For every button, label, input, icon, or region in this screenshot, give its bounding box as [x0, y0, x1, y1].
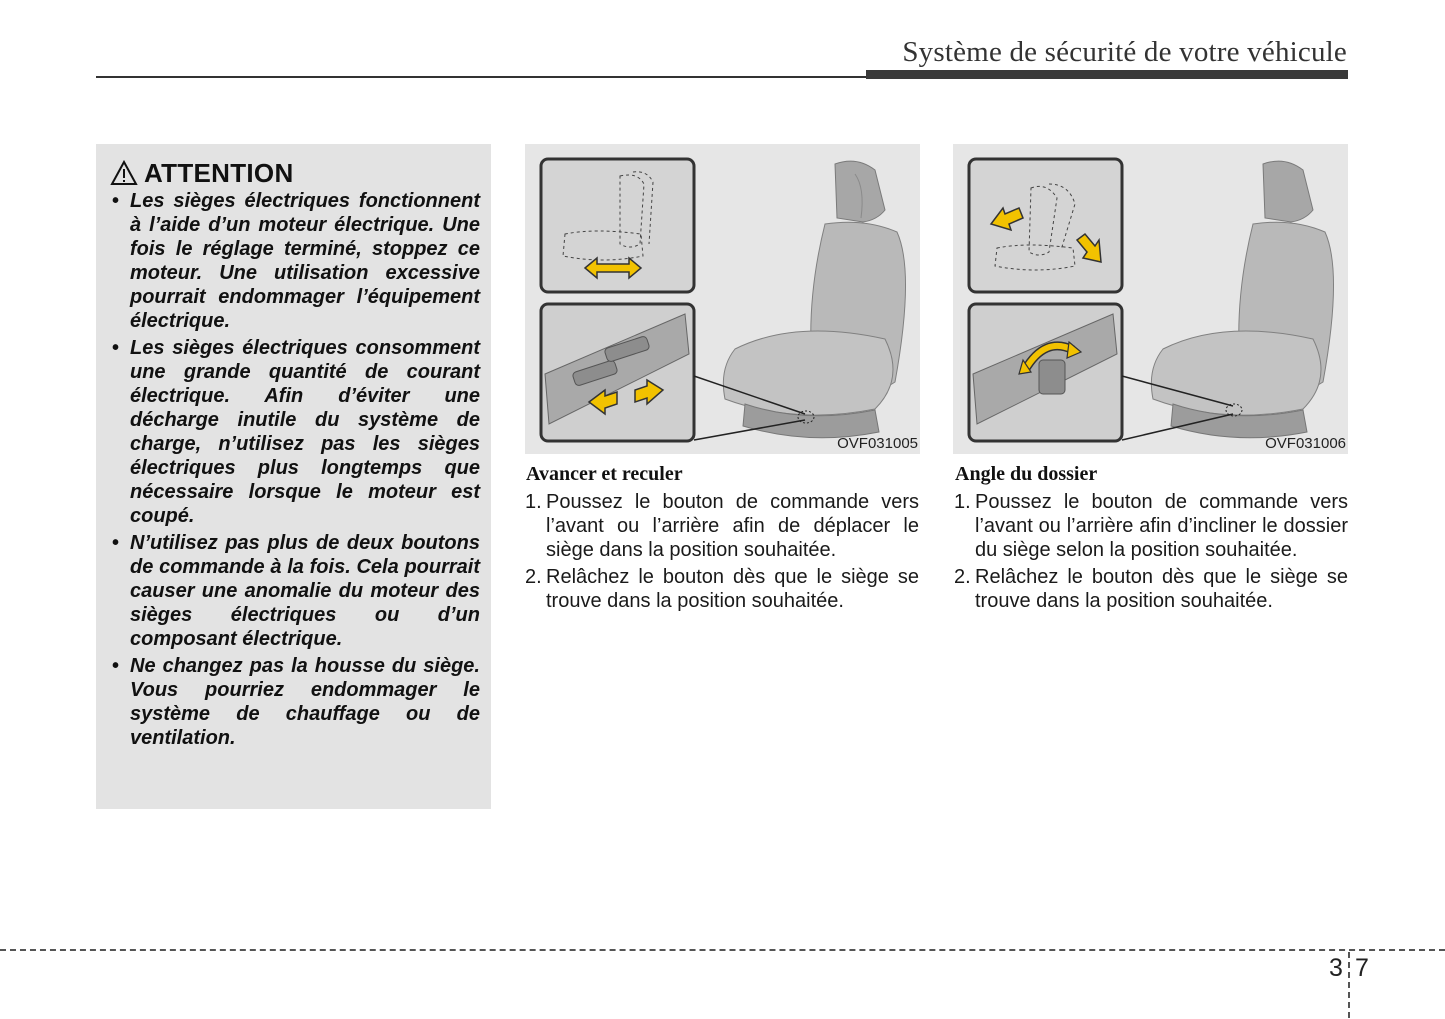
chapter-number: 3 — [1329, 954, 1343, 982]
steps-list-recline — [954, 490, 1348, 616]
step-item: 1. Poussez le bouton de commande vers l’avant ou l’arrière afin de déplacer le siège dans la position souhaitée. — [525, 491, 919, 561]
figure-code: OVF031006 — [1265, 435, 1346, 452]
warning-heading — [110, 158, 294, 188]
seat-recline-illustration — [953, 144, 1348, 454]
step-item: 2. Relâchez le bouton dès que le siège se trouve dans la position souhaitée. — [525, 566, 919, 612]
warning-item: • Les sièges électriques fonctionnent à l’aide d’un moteur électrique. Une fois le réglage terminé, stoppez ce moteur. Une utilisation excessive pourrait endommager l’équipement électrique. — [110, 189, 480, 333]
section-title-recline: Angle du dossier — [955, 463, 1098, 485]
seat-slide-illustration — [525, 144, 920, 454]
section-title-slide: Avancer et reculer — [526, 463, 683, 485]
power-seat-image — [723, 161, 905, 438]
seat-slide-drawing — [525, 144, 920, 454]
step-item: 2. Relâchez le bouton dès que le siège se trouve dans la position souhaitée. — [954, 566, 1348, 612]
header-rule — [96, 76, 868, 78]
warning-item: • Les sièges électriques consomment une grande quantité de courant électrique. Afin d’éviter une décharge inutile du système de charge, n’utilisez pas les sièges électriques plus longtemps que nécessaire lorsque le moteur est coupé. — [110, 336, 480, 528]
page-number: 7 — [1355, 954, 1369, 982]
seat-recline-drawing — [953, 144, 1348, 454]
step-item: 1. Poussez le bouton de commande vers l’avant ou l’arrière afin d’incliner le dossier du siège selon la position souhaitée. — [954, 491, 1348, 561]
warning-item: • Ne changez pas la housse du siège. Vous pourriez endommager le système de chauffage ou de ventilation. — [110, 654, 480, 750]
warning-item: • N’utilisez pas plus de deux boutons de commande à la fois. Cela pourrait causer une anomalie du moteur des sièges électriques ou d’un composant électrique. — [110, 531, 480, 651]
header-rule-accent — [866, 70, 1348, 79]
steps-list-slide — [525, 490, 919, 616]
figure-code: OVF031005 — [837, 435, 918, 452]
warning-list — [110, 189, 480, 753]
page-number-separator — [1348, 952, 1350, 1018]
page-header-title: Système de sécurité de votre véhicule — [902, 36, 1347, 68]
warning-box — [96, 144, 491, 809]
footer-rule — [0, 949, 1445, 951]
seat-outline-inset — [969, 159, 1122, 292]
warning-triangle-icon — [110, 160, 138, 186]
power-seat-image — [1151, 161, 1333, 438]
warning-title: ATTENTION — [144, 157, 294, 188]
